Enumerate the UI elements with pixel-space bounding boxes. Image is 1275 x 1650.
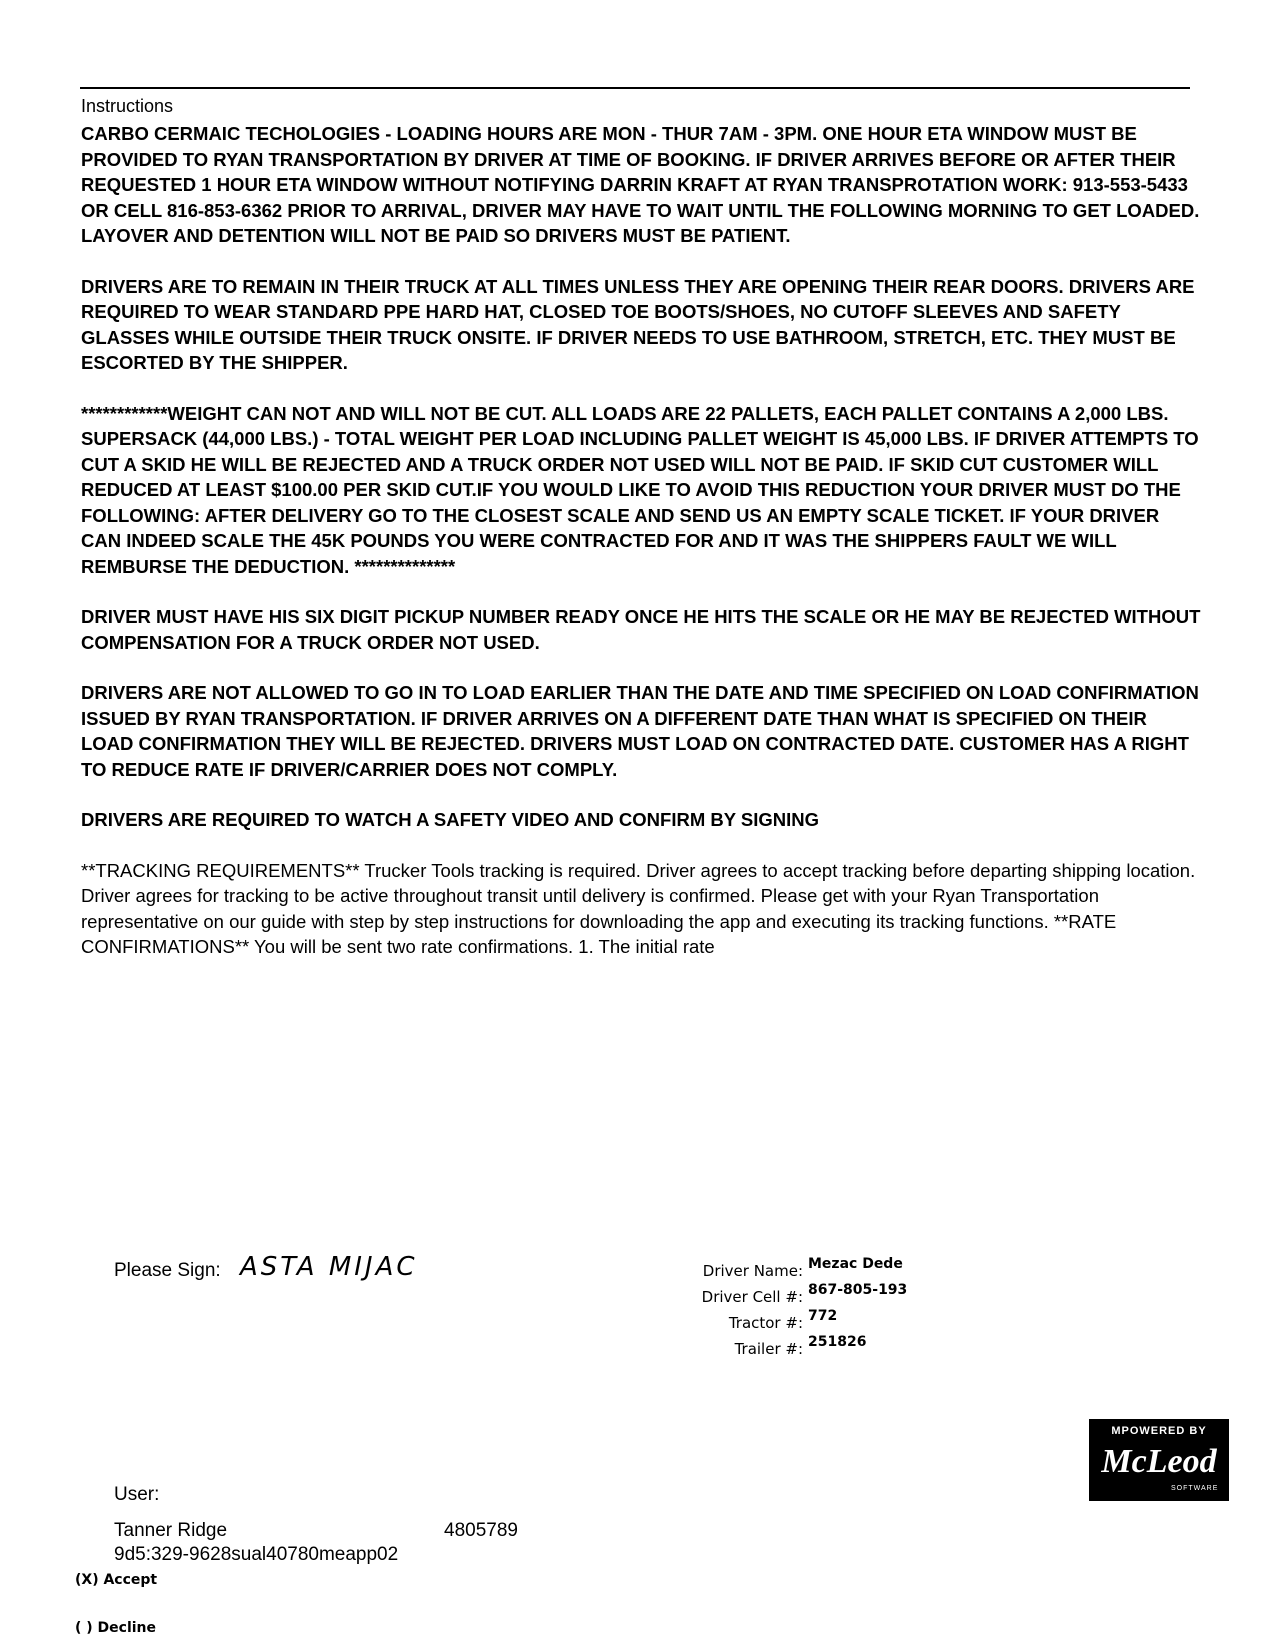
instructions-body (81, 121, 1201, 985)
driver-cell-label: Driver Cell #: (701, 1288, 803, 1306)
signature-field[interactable]: ASTA MIJAC (240, 1252, 418, 1282)
user-session-line: 9d5:329-9628sual40780meapp02 (114, 1544, 399, 1565)
trailer-value: 251826 (808, 1334, 867, 1350)
accept-option[interactable]: (X) Accept (75, 1572, 158, 1588)
logo-subtitle: SOFTWARE (1171, 1485, 1219, 1492)
user-label: User: (114, 1484, 160, 1505)
tractor-value: 772 (808, 1308, 838, 1324)
instruction-paragraph-pickup-number: DRIVER MUST HAVE HIS SIX DIGIT PICKUP NUMBER READY ONCE HE HITS THE SCALE OR HE MAY BE REJECTED WITHOUT COMPENSATION FOR A TRUCK ORDER NOT USED. (81, 606, 1201, 653)
instruction-paragraph-safety: DRIVERS ARE TO REMAIN IN THEIR TRUCK AT ALL TIMES UNLESS THEY ARE OPENING THEIR REAR DOORS. DRIVERS ARE REQUIRED TO WEAR STANDARD PPE HARD HAT, CLOSED TOE BOOTS/SHOES, NO CUTOFF SLEEVES AND SAFETY GLASSES WHILE OUTSIDE THEIR TRUCK ONSITE. IF DRIVER NEEDS TO USE BATHROOM, STRETCH, ETC. THEY MUST BE ESCORTED BY THE SHIPPER. (81, 275, 1195, 373)
trailer-label: Trailer #: (734, 1340, 803, 1358)
tractor-label: Tractor #: (728, 1314, 803, 1332)
instruction-paragraph-load-date: DRIVERS ARE NOT ALLOWED TO GO IN TO LOAD EARLIER THAN THE DATE AND TIME SPECIFIED ON LOAD CONFIRMATION ISSUED BY RYAN TRANSPORTATION. IF DRIVER ARRIVES ON A DIFFERENT DATE THAN WHAT IS SPECIFIED ON THEIR LOAD CONFIRMATION THEY WILL BE REJECTED. DRIVERS MUST LOAD ON CONTRACTED DATE. CUSTOMER HAS A RIGHT TO REDUCE RATE IF DRIVER/CARRIER DOES NOT COMPLY. (81, 682, 1199, 780)
user-id: 4805789 (444, 1520, 518, 1541)
mcleod-logo (1089, 1419, 1229, 1501)
decline-option[interactable]: ( ) Decline (75, 1620, 157, 1636)
instruction-paragraph-loading-hours: CARBO CERMAIC TECHOLOGIES - LOADING HOURS ARE MON - THUR 7AM - 3PM. ONE HOUR ETA WINDOW MUST BE PROVIDED TO RYAN TRANSPORTATION BY DRIVER AT TIME OF BOOKING. IF DRIVER ARRIVES BEFORE OR AFTER THEIR REQUESTED 1 HOUR ETA WINDOW WITHOUT NOTIFYING DARRIN KRAFT AT RYAN TRANSPROTATION WORK: 913-553-5433 OR CELL 816-853-6362 PRIOR TO ARRIVAL, DRIVER MAY HAVE TO WAIT UNTIL THE FOLLOWING MORNING TO GET LOADED. LAYOVER AND DETENTION WILL NOT BE PAID SO DRIVERS MUST BE PATIENT. (81, 123, 1200, 246)
logo-wordmark: McLeod (1101, 1443, 1217, 1480)
instruction-paragraph-weight: ************WEIGHT CAN NOT AND WILL NOT BE CUT. ALL LOADS ARE 22 PALLETS, EACH PALLET CONTAINS A 2,000 LBS. SUPERSACK (44,000 LBS.) - TOTAL WEIGHT PER LOAD INCLUDING PALLET WEIGHT IS 45,000 LBS. IF DRIVER ATTEMPTS TO CUT A SKID HE WILL BE REJECTED AND A TRUCK ORDER NOT USED WILL NOT BE PAID. IF SKID CUT CUSTOMER WILL REDUCED AT LEAST $100.00 PER SKID CUT.IF YOU WOULD LIKE TO AVOID THIS REDUCTION YOUR DRIVER MUST DO THE FOLLOWING: AFTER DELIVERY GO TO THE CLOSEST SCALE AND SEND US AN EMPTY SCALE TICKET. IF YOUR DRIVER CAN INDEED SCALE THE 45K POUNDS YOU WERE CONTRACTED FOR AND IT WAS THE SHIPPERS FAULT WE WILL REMBURSE THE DEDUCTION. ************** (81, 402, 1199, 577)
top-rule (80, 87, 1190, 89)
instructions-heading: Instructions (81, 96, 174, 116)
driver-cell-value: 867-805-193 (808, 1282, 908, 1298)
sign-label: Please Sign: (114, 1260, 221, 1281)
logo-tagline: MPOWERED BY (1111, 1425, 1207, 1437)
instruction-paragraph-safety-video: DRIVERS ARE REQUIRED TO WATCH A SAFETY VIDEO AND CONFIRM BY SIGNING (81, 809, 820, 830)
user-name: Tanner Ridge (114, 1520, 228, 1541)
driver-name-value: Mezac Dede (808, 1256, 903, 1272)
driver-name-label: Driver Name: (702, 1262, 803, 1280)
instruction-paragraph-tracking: **TRACKING REQUIREMENTS** Trucker Tools tracking is required. Driver agrees to accept tracking before departing shipping location. Driver agrees for tracking to be active throughout transit until delivery is confirmed. Please get with your Ryan Transportation representative on our guide with step by step instructions for downloading the app and executing its tracking functions. **RATE CONFIRMATIONS** You will be sent two rate confirmations. 1. The initial rate (81, 859, 1196, 957)
